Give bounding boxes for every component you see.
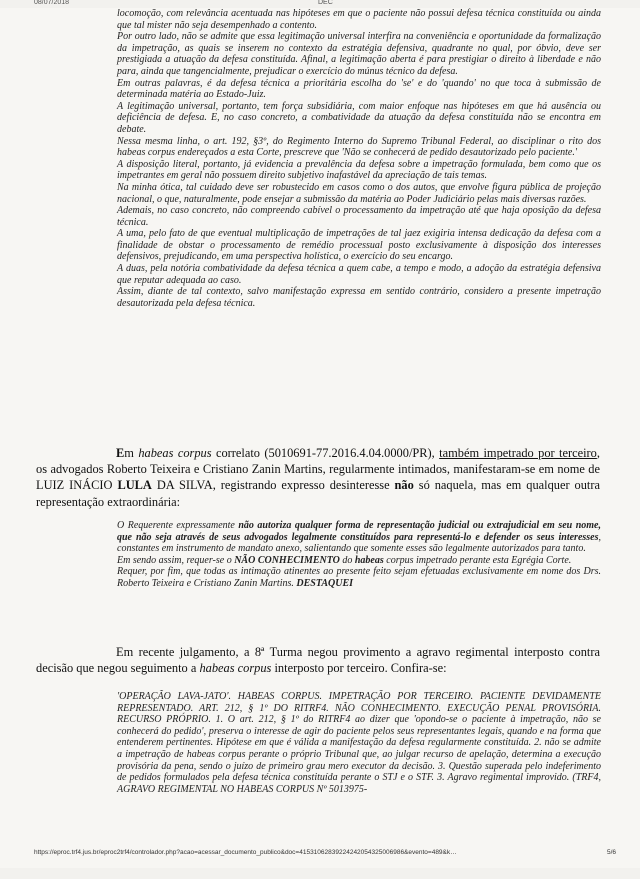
bold-run: NÃO CONHECIMENTO — [234, 554, 340, 566]
block-quote-3 — [117, 691, 601, 795]
text-run: só naquela, mas em qualquer outra representação extraordinária: — [36, 478, 600, 509]
underlined-phrase: também impetrado por terceiro — [439, 446, 597, 460]
quote-paragraph: A duas, pela notória combatividade da defesa técnica a quem cabe, a tempo e modo, a adoção da estratégia defensiva que reputar adequada ao caso. — [117, 263, 601, 286]
quote-paragraph — [117, 566, 601, 589]
quote-paragraph: locomoção, com relevância acentuada nas hipóteses em que o paciente não possui defesa técnica constituída ou ainda que tal mister não seja desempenhado a contento. — [117, 8, 601, 31]
text-run: DA SILVA, registrando expresso desinteresse — [151, 478, 395, 493]
text-run: corpus impetrado perante esta Egrégia Corte. — [383, 554, 572, 566]
print-title: DEC — [318, 0, 333, 6]
text-run: O Requerente expressamente — [117, 520, 239, 531]
text-run: Em recente julgamento, a 8ª Turma negou provimento a agravo regimental interposto contra decisão que negou seguimento a — [36, 645, 600, 676]
text-run: correlato (5010691-77.2016.4.04.0000/PR), — [211, 446, 440, 460]
quote-paragraph: Na minha ótica, tal cuidado deve ser robustecido em casos como o dos autos, que envolve figura pública de projeção nacional, o que, naturalmente, pode ensejar a submissão da matéria ao Poder Judiciário pelas mais diversas razões. — [117, 181, 601, 205]
quote-paragraph: A uma, pelo fato de que eventual multiplicação de impetrações de tal jaez exigiria intensa dedicação da defesa com a finalidade de obstar o processamento de remédio processual posto exclusivamente à disposição dos interesses defensivos, prejudicando, em uma perspectiva holística, o exercício do seu encargo. — [117, 228, 601, 263]
document-page — [0, 8, 640, 868]
body-paragraph-2 — [36, 644, 600, 676]
drop-initial: E — [116, 446, 125, 460]
quote-paragraph: A disposição literal, portanto, já evidencia a prevalência da defesa sobre a impetração formulada, bem como que os impetrantes em geral não possuem direito subjetivo inafastável da apreciação de tais temas. — [117, 158, 601, 182]
text-run: m — [124, 446, 139, 460]
text-run: Em sendo assim, requer-se o — [117, 554, 235, 566]
bold-run: DESTAQUEI — [296, 577, 354, 589]
quote-paragraph: Em outras palavras, é da defesa técnica a prioritária escolha do 'se' e do 'quando' no que toca à submissão de determinada matéria ao Estado-Juiz. — [117, 77, 601, 101]
browser-print-footer — [34, 849, 616, 861]
habeas-corpus-term: habeas corpus — [138, 446, 212, 460]
quote-paragraph: Ademais, no caso concreto, não compreendo cabível o processamento da impetração até que haja oposição da defesa técnica. — [117, 205, 601, 228]
text-run: , os advogados Roberto Teixeira e Cristiano Zanin Martins, regularmente intimados, manifestaram-se em nome de LUIZ INÁCIO — [36, 446, 600, 493]
bold-run: não autoriza qualquer forma de representação judicial ou extrajudicial em seu nome, que não seja através de seus advogados legalmente constituídos para representá-lo e defender os seus interesses — [117, 520, 601, 543]
print-date: 08/07/2018 — [34, 0, 70, 6]
quote-paragraph — [117, 520, 601, 555]
text-run: do — [339, 554, 355, 566]
bold-run: habeas — [354, 554, 384, 566]
bold-name: LULA — [117, 478, 152, 493]
block-quote-2 — [117, 520, 601, 590]
page-number: 5/6 — [606, 849, 616, 856]
text-run: , constantes em instrumento de mandato anexo, salientando que somente esses são legalmente autorizados para tanto. — [117, 531, 601, 555]
document-url: https://eproc.trf4.jus.br/eproc2trf4/controlador.php?acao=acessar_documento_publico&doc=41531062839224242054325006986&evento=489&k… — [34, 849, 457, 856]
quote-paragraph — [117, 555, 601, 567]
bold-word: não — [394, 478, 414, 493]
quote-paragraph: Nessa mesma linha, o art. 192, §3º, do Regimento Interno do Supremo Tribunal Federal, ao disciplinar o rito dos habeas corpus endereçados a esta Corte, prescreve que 'Não se conhecerá de pedido desautorizado pelo paciente.' — [117, 135, 601, 159]
habeas-corpus-term: habeas corpus — [199, 661, 272, 676]
quote-paragraph: A legitimação universal, portanto, tem força subsidiária, com maior enfoque nas hipóteses em que há ausência ou deficiência de defesa. E, no caso concreto, a combatividade da atuação da defesa constituída não se encontra em debate. — [117, 100, 601, 135]
quote-paragraph: 'OPERAÇÃO LAVA-JATO'. HABEAS CORPUS. IMPETRAÇÃO POR TERCEIRO. PACIENTE DEVIDAMENTE REPRESENTADO. ART. 212, § 1º DO RITRF4. NÃO CONHECIMENTO. EXECUÇÃO PENAL PROVISÓRIA. RECURSO PRÓPRIO. 1. O art. 212, § 1º do RITRF4 ao dizer que 'opondo-se o paciente à impetração, não se conhecerá do pedido', preserva o interesse de agir do paciente pelos seus representantes legais, quando e na forma que entenderem pertinentes. Hipótese em que é válida a manifestação da defesa regularmente constituída. 2. não se admite a impetração de habeas corpus perante o próprio Tribunal que, ao julgar recurso de apelação, determina a execução provisória da pena, sendo o juízo de primeiro grau mero executor da decisão. 3. Questão superada pelo indeferimento de pedidos formulados pela defesa técnica constituída perante o STJ e o STF. 3. Agravo regimental improvido. (TRF4, AGRAVO REGIMENTAL NO HABEAS CORPUS Nº 5013975- — [117, 691, 601, 795]
text-run: interposto por terceiro. Confira-se: — [271, 661, 447, 676]
body-paragraph-1 — [36, 445, 600, 510]
block-quote-1 — [117, 8, 601, 309]
text-run: Requer, por fim, que todas as intimação atinentes ao presente feito sejam efetuadas exclusivamente em nome dos Drs. Roberto Teixeira e Cristiano Zanin Martins. — [117, 566, 601, 589]
quote-paragraph: Assim, diante de tal contexto, salvo manifestação expressa em sentido contrário, considero a presente impetração desautorizada pela defesa técnica. — [117, 286, 601, 309]
quote-paragraph: Por outro lado, não se admite que essa legitimação universal interfira na conveniência e oportunidade da formalização da impetração, as quais se inserem no contexto da estratégia defensiva, quadrante no qual, por óbvio, deve ser prestigiada a atuação da defesa constituída. Afinal, a legitimação aberta é para prestigiar o direito à liberdade e não para, ainda que tangencialmente, prejudicar o exercício do múnus técnico da defesa. — [117, 31, 601, 77]
